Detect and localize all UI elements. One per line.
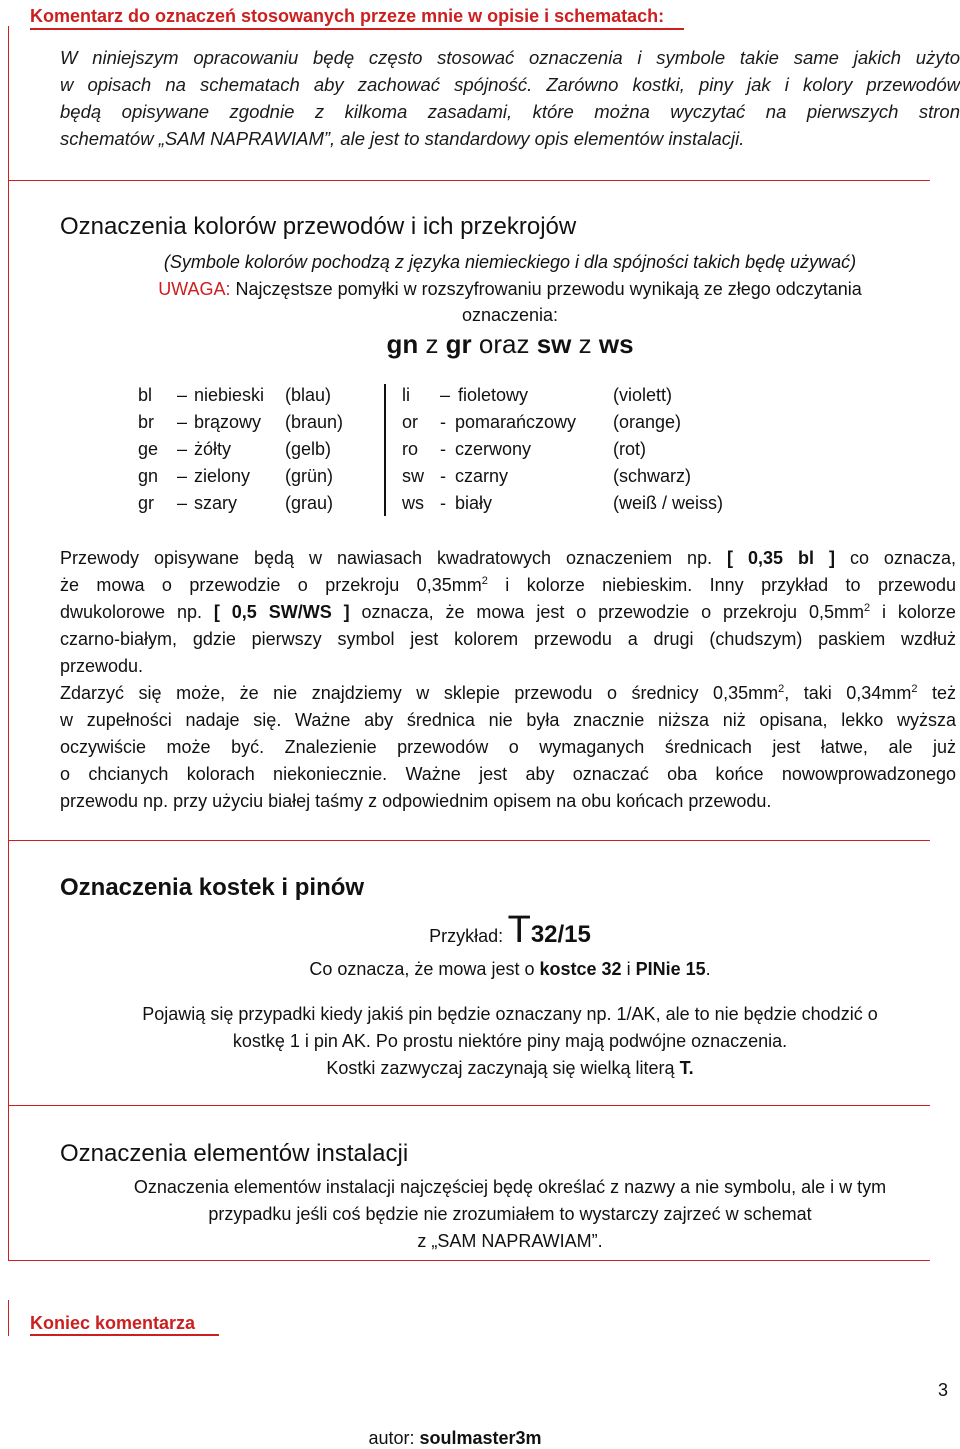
text: co oznacza,: [849, 548, 956, 568]
text: dwukolorowe np.: [60, 602, 202, 622]
para-line: oczywiście może być. Znalezienie przewodów o wymaganych średnicach jest łatwe, ale już: [60, 737, 956, 757]
color-dash: -: [440, 412, 446, 432]
pin-note: [60, 1001, 960, 1082]
pins-section-title: Oznaczenia kostek i pinów: [60, 874, 365, 901]
warning-note: [60, 276, 960, 328]
color-german: (gelb): [285, 439, 332, 459]
text: z „SAM NAPRAWIAM”.: [417, 1231, 603, 1251]
example-label: Przykład:: [429, 926, 504, 946]
color-german: (blau): [285, 385, 332, 405]
example-rest: 32/15: [530, 921, 591, 948]
emphasis: kostce 32: [539, 959, 622, 979]
color-dash: –: [177, 466, 188, 486]
superscript: 2: [481, 575, 488, 587]
author: [0, 1428, 910, 1449]
text: i kolorze: [882, 602, 956, 622]
text: Przewody opisywane będą w nawiasach kwadratowych oznaczeniem np.: [60, 548, 713, 568]
text: oznacza, że mowa jest o przewodzie o przekroju 0,5mm: [361, 602, 864, 622]
warning-text: Najczęstsze pomyłki w rozszyfrowaniu przewodu wynikają ze złego odczytania: [235, 279, 862, 299]
divider-4: [8, 1260, 930, 1261]
left-border-1: [8, 26, 9, 180]
para-line: o chcianych kolorach niekoniecznie. Ważne jest aby oznaczać oba końce nowowprowadzonego: [60, 764, 956, 784]
color-german: (schwarz): [613, 466, 692, 486]
color-german: (rot): [613, 439, 646, 459]
para-line: czarno-białym, gdzie pierwszy symbol jest kolorem przewodu a drugi (chudszym) paskiem wzdłuż: [60, 629, 956, 649]
color-german: (grün): [285, 466, 334, 486]
color-german: (braun): [285, 412, 344, 432]
color-name: zielony: [194, 466, 251, 486]
color-name: niebieski: [194, 385, 265, 405]
divider-1: [8, 180, 930, 181]
example-code: [ 0,35 bl ]: [727, 548, 835, 568]
text: kostkę 1 i pin AK. Po prostu niektóre piny mają podwójne oznaczenia.: [232, 1031, 788, 1051]
text: przypadku jeśli coś będzie nie zrozumiałem to wystarczy zajrzeć w schemat: [208, 1204, 812, 1224]
intro-paragraph: [60, 44, 960, 152]
superscript: 2: [911, 683, 918, 695]
key-gn: gn: [386, 329, 419, 359]
color-dash: -: [440, 439, 446, 459]
end-of-comment: Koniec komentarza: [30, 1312, 219, 1336]
color-code: or: [402, 412, 419, 432]
color-german: (weiß / weiss): [613, 493, 724, 513]
color-name: brązowy: [194, 412, 262, 432]
divider-2: [8, 840, 930, 841]
color-code: gn: [138, 466, 159, 486]
color-table: [0, 382, 960, 522]
key-z: z: [425, 329, 439, 359]
author-label: autor:: [368, 1428, 415, 1448]
intro-line: W niniejszym opracowaniu będę często stosować oznaczenia i symbole takie same jakich użyto: [60, 47, 960, 68]
para-line: przewodu.: [60, 656, 144, 676]
confusion-key: [60, 329, 960, 360]
color-name: szary: [194, 493, 238, 513]
warning-text-2: oznaczenia:: [461, 305, 559, 325]
text: .: [705, 959, 711, 979]
para-line: [60, 545, 956, 572]
color-german: (orange): [613, 412, 682, 432]
key-gr: gr: [445, 329, 472, 359]
color-code: li: [402, 385, 410, 405]
color-code: gr: [138, 493, 155, 513]
key-oraz: oraz: [478, 329, 530, 359]
text: Pojawią się przypadki kiedy jakiś pin będzie oznaczany np. 1/AK, ale to nie będzie chodzić o: [142, 1004, 878, 1024]
table-separator: [384, 384, 386, 516]
key-ws: ws: [598, 329, 634, 359]
text: i kolorze niebieskim. Inny przykład to przewodu: [505, 575, 957, 595]
text: że mowa o przewodzie o przekroju 0,35mm: [60, 575, 482, 595]
colors-section-title: Oznaczenia kolorów przewodów i ich przekrojów: [60, 213, 577, 240]
key-sw: sw: [536, 329, 572, 359]
para-line: przewodu np. przy użyciu białej taśmy z odpowiednim opisem na obu końcach przewodu.: [60, 791, 772, 811]
intro-line: będą opisywane zgodnie z kilkoma zasadami, które można wyczytać na pierwszych stron: [60, 101, 960, 122]
intro-line: schematów „SAM NAPRAWIAM”, ale jest to standardowy opis elementów instalacji.: [60, 128, 745, 149]
color-dash: -: [440, 493, 446, 513]
text: Kostki zazwyczaj zaczynają się wielką literą: [326, 1058, 675, 1078]
superscript: 2: [863, 602, 871, 614]
example-code: [ 0,5 SW/WS ]: [213, 602, 350, 622]
intro-line: w opisach na schematach aby zachować spójność. Zarówno kostki, piny jak i kolory przewodów: [60, 74, 960, 95]
page-number: 3: [937, 1380, 948, 1400]
color-german: (violett): [613, 385, 673, 405]
text: Zdarzyć się może, że nie znajdziemy w sklepie przewodu o średnicy 0,35mm: [60, 683, 779, 703]
para-line: [60, 599, 956, 626]
color-name: czarny: [455, 466, 509, 486]
color-dash: –: [177, 385, 188, 405]
color-name: fioletowy: [458, 385, 529, 405]
color-code: bl: [138, 385, 153, 405]
key-z: z: [578, 329, 592, 359]
color-code: br: [138, 412, 155, 432]
superscript: 2: [778, 683, 785, 695]
divider-3: [8, 1105, 930, 1106]
color-code: ge: [138, 439, 159, 459]
pin-example: [60, 908, 960, 960]
color-dash: –: [440, 385, 451, 405]
left-border-5: [8, 1300, 9, 1336]
colors-subtitle: (Symbole kolorów pochodzą z języka niemieckiego i dla spójności takich będę używać): [163, 252, 857, 272]
color-code: ro: [402, 439, 419, 459]
wire-description: [60, 545, 956, 815]
text: i: [626, 959, 631, 979]
color-dash: –: [177, 412, 188, 432]
para-line: [60, 572, 956, 599]
text: Oznaczenia elementów instalacji najczęściej będę określać z nazwy a nie symbolu, ale i w tym: [133, 1177, 887, 1197]
color-name: pomarańczowy: [455, 412, 577, 432]
elements-section-title: Oznaczenia elementów instalacji: [60, 1140, 409, 1167]
warning-label: UWAGA:: [158, 279, 231, 299]
author-name: soulmaster3m: [419, 1428, 542, 1448]
para-line: w zupełności nadaje się. Ważne aby średnica nie była znacznie niższa niż opisana, lekko wyższa: [60, 710, 956, 730]
color-dash: -: [440, 466, 446, 486]
text: Co oznacza, że mowa jest o: [309, 959, 535, 979]
color-code: ws: [402, 493, 424, 513]
color-name: biały: [455, 493, 493, 513]
emphasis: PINie 15: [635, 959, 706, 979]
header-title: Komentarz do oznaczeń stosowanych przeze mnie w opisie i schematach:: [30, 4, 684, 30]
color-code: sw: [402, 466, 424, 486]
example-t: T: [507, 909, 531, 951]
pin-meaning: [60, 956, 960, 983]
elements-description: [60, 1174, 960, 1255]
emphasis: T.: [679, 1058, 694, 1078]
color-german: (grau): [285, 493, 334, 513]
text: , taki 0,34mm: [784, 683, 912, 703]
color-dash: –: [177, 439, 188, 459]
left-border-4: [8, 1105, 9, 1260]
color-name: żółty: [194, 439, 232, 459]
color-name: czerwony: [455, 439, 532, 459]
para-line: [60, 680, 956, 707]
color-dash: –: [177, 493, 188, 513]
text: też: [932, 683, 957, 703]
left-border-3: [8, 840, 9, 1105]
